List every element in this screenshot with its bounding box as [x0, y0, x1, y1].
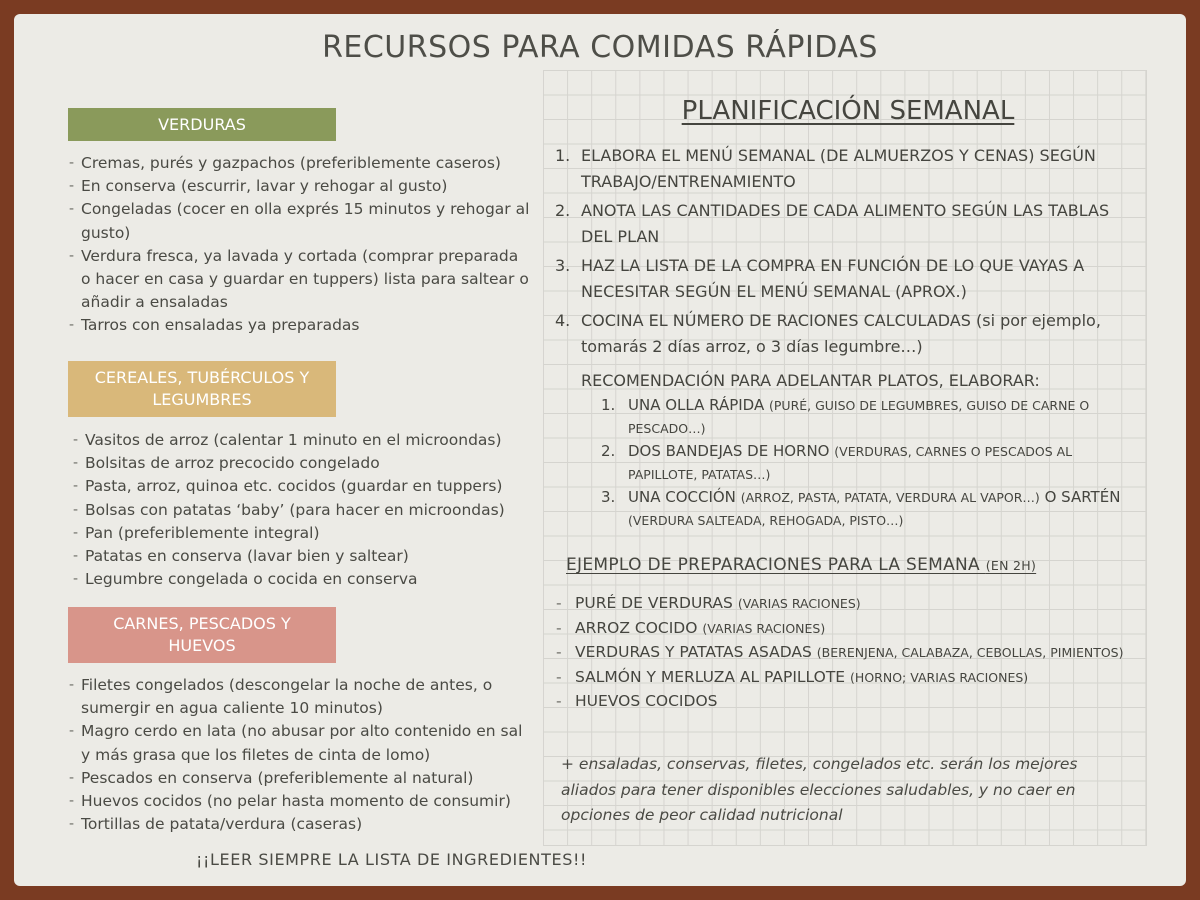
- list-item: - Patatas en conserva (lavar bien y saltear): [73, 545, 533, 568]
- example-item: [556, 617, 1136, 641]
- step-text: ANOTA LAS CANTIDADES DE CADA ALIMENTO SEGÚN LAS TABLAS DEL PLAN: [581, 201, 1110, 246]
- verduras-label-text: VERDURAS: [158, 114, 246, 134]
- recommendation-item: [601, 486, 1136, 532]
- list-item: - Cremas, purés y gazpachos (preferiblemente caseros): [69, 152, 531, 175]
- examples-title-text: EJEMPLO DE PREPARACIONES PARA LA SEMANA: [566, 555, 980, 575]
- example-detail: (BERENJENA, CALABAZA, CEBOLLAS, PIMIENTOS): [816, 645, 1124, 660]
- list-item: - Pescados en conserva (preferiblemente al natural): [69, 767, 524, 790]
- recommendation-title: RECOMENDACIÓN PARA ADELANTAR PLATOS, ELABORAR:: [581, 371, 1040, 390]
- recommendation-detail: (VERDURAS, CARNES O PESCADOS AL PAPILLOTE, PATATAS…): [628, 444, 1073, 482]
- list-item: - Bolsas con patatas ‘baby’ (para hacer en microondas): [73, 499, 533, 522]
- recommendation-main: UNA COCCIÓN: [628, 488, 736, 506]
- list-item: - Legumbre congelada o cocida en conserva: [73, 568, 533, 591]
- step-number: 1.: [555, 146, 571, 165]
- example-detail: (HORNO; VARIAS RACIONES): [850, 669, 1029, 685]
- recommendation-item: [601, 394, 1136, 440]
- carnes-label: [68, 607, 336, 663]
- recommendation-number: 2.: [601, 442, 616, 460]
- recommendation-detail: (PURÉ, GUISO DE LEGUMBRES, GUISO DE CARNE O PESCADO…): [628, 398, 1090, 436]
- step-text: ELABORA EL MENÚ SEMANAL (DE ALMUERZOS Y CENAS) SEGÚN TRABAJO/ENTRENAMIENTO: [581, 146, 1096, 191]
- list-item: - Huevos cocidos (no pelar hasta momento de consumir): [69, 790, 524, 813]
- list-item: - Bolsitas de arroz precocido congelado: [73, 452, 533, 475]
- carnes-list: [69, 674, 524, 836]
- cereales-label: [68, 361, 336, 417]
- step-number: 4.: [555, 311, 571, 330]
- recommendation-number: 3.: [601, 488, 616, 506]
- page-title: RECURSOS PARA COMIDAS RÁPIDAS: [322, 30, 878, 65]
- list-item: - Filetes congelados (descongelar la noche de antes, o sumergir en agua caliente 10 minutos): [69, 674, 524, 720]
- list-item: - Magro cerdo en lata (no abusar por alto contenido en sal y más grasa que los filetes de cinta de lomo): [69, 720, 524, 766]
- cereales-label-line2: LEGUMBRES: [152, 390, 252, 409]
- step-item: [555, 198, 1135, 250]
- example-main: SALMÓN Y MERLUZA AL PAPILLOTE: [575, 667, 846, 686]
- examples-list: [556, 592, 1136, 715]
- step-item: [555, 253, 1135, 305]
- planning-steps: [555, 143, 1135, 363]
- closing-note: + ensaladas, conservas, filetes, congelados etc. serán los mejores aliados para tener disponibles elecciones saludables, y no caer en opciones de peor calidad nutricional: [561, 755, 1078, 824]
- examples-title-note: (EN 2H): [985, 558, 1037, 573]
- recommendation-item: [601, 440, 1136, 486]
- list-item: - Congeladas (cocer en olla exprés 15 minutos y rehogar al gusto): [69, 198, 531, 244]
- step-number: 3.: [555, 256, 571, 275]
- carnes-label-line1: CARNES, PESCADOS Y: [113, 614, 291, 633]
- planning-title: PLANIFICACIÓN SEMANAL: [681, 96, 1015, 126]
- cereales-list: [73, 429, 533, 591]
- example-main: HUEVOS COCIDOS: [575, 692, 718, 710]
- recommendation-list: [601, 394, 1136, 532]
- recommendation-detail: (ARROZ, PASTA, PATATA, VERDURA AL VAPOR…): [740, 490, 1040, 505]
- example-detail: (VARIAS RACIONES): [702, 620, 826, 636]
- example-main: PURÉ DE VERDURAS: [575, 594, 733, 612]
- example-item: [556, 690, 1136, 714]
- step-number: 2.: [555, 201, 571, 220]
- list-item: - Pan (preferiblemente integral): [73, 522, 533, 545]
- example-main: VERDURAS Y PATATAS ASADAS: [575, 643, 812, 661]
- list-item: - Verdura fresca, ya lavada y cortada (comprar preparada o hacer en casa y guardar en tuppers) lista para saltear o añadir a ensaladas: [69, 245, 531, 315]
- example-item: [556, 592, 1136, 616]
- example-item: [556, 641, 1136, 665]
- list-item: - Vasitos de arroz (calentar 1 minuto en el microondas): [73, 429, 533, 452]
- step-text: HAZ LA LISTA DE LA COMPRA EN FUNCIÓN DE LO QUE VAYAS A NECESITAR SEGÚN EL MENÚ SEMANAL (APROX.): [581, 256, 1085, 301]
- recommendation-main: DOS BANDEJAS DE HORNO: [628, 442, 830, 460]
- recommendation-number: 1.: [601, 396, 616, 414]
- recommendation-main: UNA OLLA RÁPIDA: [628, 396, 765, 414]
- verduras-list: [69, 152, 531, 338]
- list-item: - Tarros con ensaladas ya preparadas: [69, 314, 531, 337]
- list-item: - En conserva (escurrir, lavar y rehogar al gusto): [69, 175, 531, 198]
- list-item: - Pasta, arroz, quinoa etc. cocidos (guardar en tuppers): [73, 475, 533, 498]
- step-item: [555, 308, 1135, 360]
- footer-note: ¡¡LEER SIEMPRE LA LISTA DE INGREDIENTES!!: [196, 850, 587, 869]
- example-detail: (VARIAS RACIONES): [737, 596, 861, 611]
- examples-title: [566, 555, 1036, 575]
- step-text: COCINA EL NÚMERO DE RACIONES CALCULADAS: [581, 311, 971, 330]
- example-item: [556, 666, 1136, 690]
- list-item: - Tortillas de patata/verdura (caseras): [69, 813, 524, 836]
- cereales-label-line1: CEREALES, TUBÉRCULOS Y: [94, 368, 310, 387]
- recommendation-detail-2: (VERDURA SALTEADA, REHOGADA, PISTO…): [628, 513, 904, 528]
- step-item: [555, 143, 1135, 195]
- carnes-label-line2: HUEVOS: [168, 636, 236, 655]
- verduras-label: [68, 108, 336, 141]
- step-note: (si por ejemplo, tomarás 2 días arroz, o 3 días legumbre…): [581, 311, 1101, 356]
- example-main: ARROZ COCIDO: [575, 618, 698, 637]
- recommendation-main-2: O SARTÉN: [1044, 488, 1121, 506]
